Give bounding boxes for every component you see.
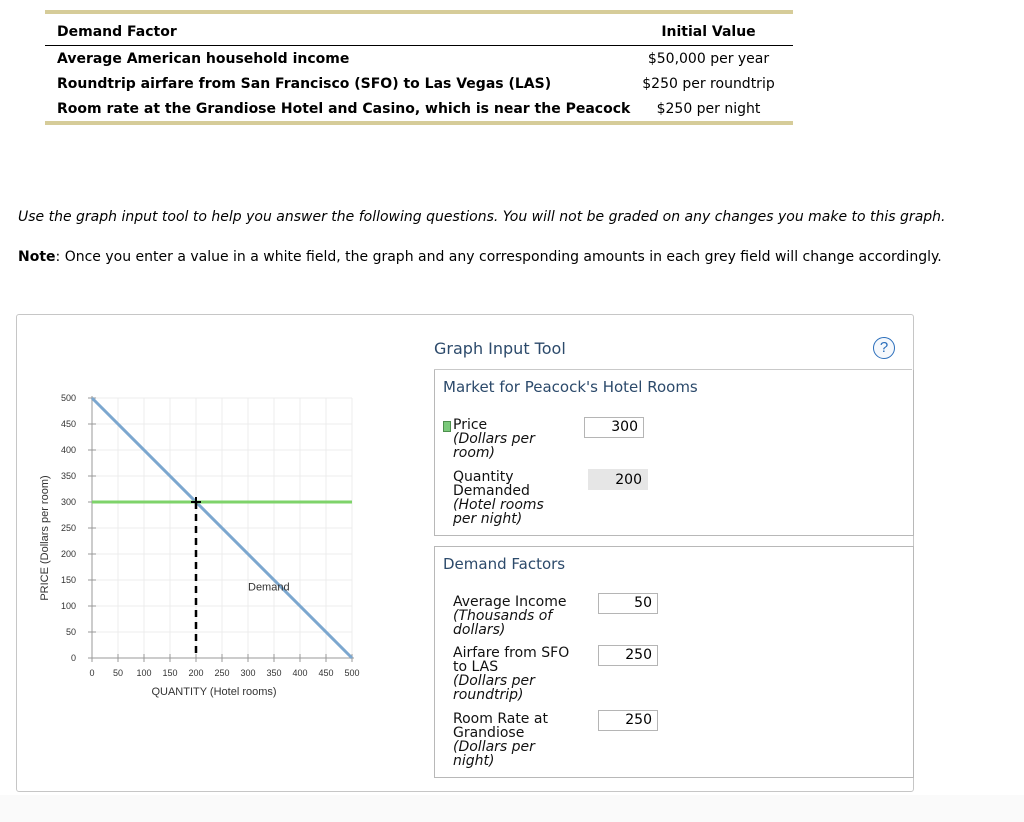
x-tick-label: 150 [162,668,178,678]
header-value: Initial Value [661,23,756,40]
row-factor: Average American household income [57,50,350,67]
note-body: : Once you enter a value in a white field, the graph and any corresponding amounts in each grey field will change accordingly. [55,249,942,265]
x-tick-label: 250 [214,668,230,678]
quantity-label: Quantity Demanded [453,469,530,499]
x-tick-label: 100 [136,668,152,678]
demand-factor-table [45,10,793,125]
x-tick-label: 450 [318,668,334,678]
graph-tool-title: Graph Input Tool [434,339,566,358]
y-tick-label: 0 [70,653,76,663]
y-tick-label: 250 [60,523,76,533]
x-tick-label: 500 [344,668,360,678]
demand-factors-title: Demand Factors [443,555,566,573]
quantity-unit: (Hotel rooms per night) [453,497,544,527]
table-header [45,14,793,46]
row-factor: Room rate at the Grandiose Hotel and Casino, which is near the Peacock [57,100,631,117]
y-tick-label: 200 [60,549,76,559]
row-value: $250 per roundtrip [642,75,775,92]
demand-factors-box [434,546,914,778]
y-tick-label: 100 [60,601,76,611]
income-label: Average Income [453,594,567,610]
y-tick-label: 300 [60,497,76,507]
price-input[interactable] [584,417,644,438]
y-tick-label: 450 [60,419,76,429]
help-icon[interactable]: ? [873,337,895,359]
market-box [434,370,914,536]
y-tick-label: 350 [60,471,76,481]
room-rate-unit: (Dollars per night) [453,739,535,769]
y-axis-label: PRICE (Dollars per room) [39,475,51,601]
income-unit: (Thousands of dollars) [453,608,553,638]
room-rate-label: Room Rate at Grandiose [453,711,548,741]
table-row [45,46,793,71]
table-row [45,96,793,121]
y-tick-label: 500 [60,393,76,403]
airfare-unit: (Dollars per roundtrip) [453,673,535,703]
row-value: $250 per night [656,100,761,117]
note-text [18,249,942,265]
x-tick-label: 400 [292,668,308,678]
airfare-input[interactable] [598,645,658,666]
y-tick-label: 50 [65,627,76,637]
bottom-strip [0,795,1024,822]
x-tick-label: 200 [188,668,204,678]
y-tick-label: 150 [60,575,76,585]
x-tick-label: 300 [240,668,256,678]
x-tick-label: 50 [112,668,124,678]
instructions-text: Use the graph input tool to help you answer the following questions. You will not be graded on any changes you make to this graph. [18,209,946,225]
graph-panel [16,314,914,792]
airfare-label: Airfare from SFO to LAS [453,645,570,675]
row-value: $50,000 per year [647,50,770,67]
demand-graph[interactable] [17,315,417,715]
table-bottom-bar [45,121,793,125]
price-unit: (Dollars per room) [453,431,535,461]
room-rate-input[interactable] [598,710,658,731]
header-factor: Demand Factor [57,23,177,40]
note-label: Note [18,249,56,265]
quantity-demanded-field: 200 [588,469,648,490]
x-axis-label: QUANTITY (Hotel rooms) [151,686,277,698]
market-title: Market for Peacock's Hotel Rooms [443,378,698,396]
x-tick-label: 0 [89,668,95,678]
series-label: Demand [248,581,290,594]
income-input[interactable] [598,593,658,614]
x-tick-label: 350 [266,668,282,678]
price-label: Price [453,417,488,433]
row-factor: Roundtrip airfare from San Francisco (SFO) to Las Vegas (LAS) [57,75,552,92]
table-row [45,71,793,96]
price-line-swatch-icon [443,421,451,432]
y-tick-label: 400 [60,445,76,455]
